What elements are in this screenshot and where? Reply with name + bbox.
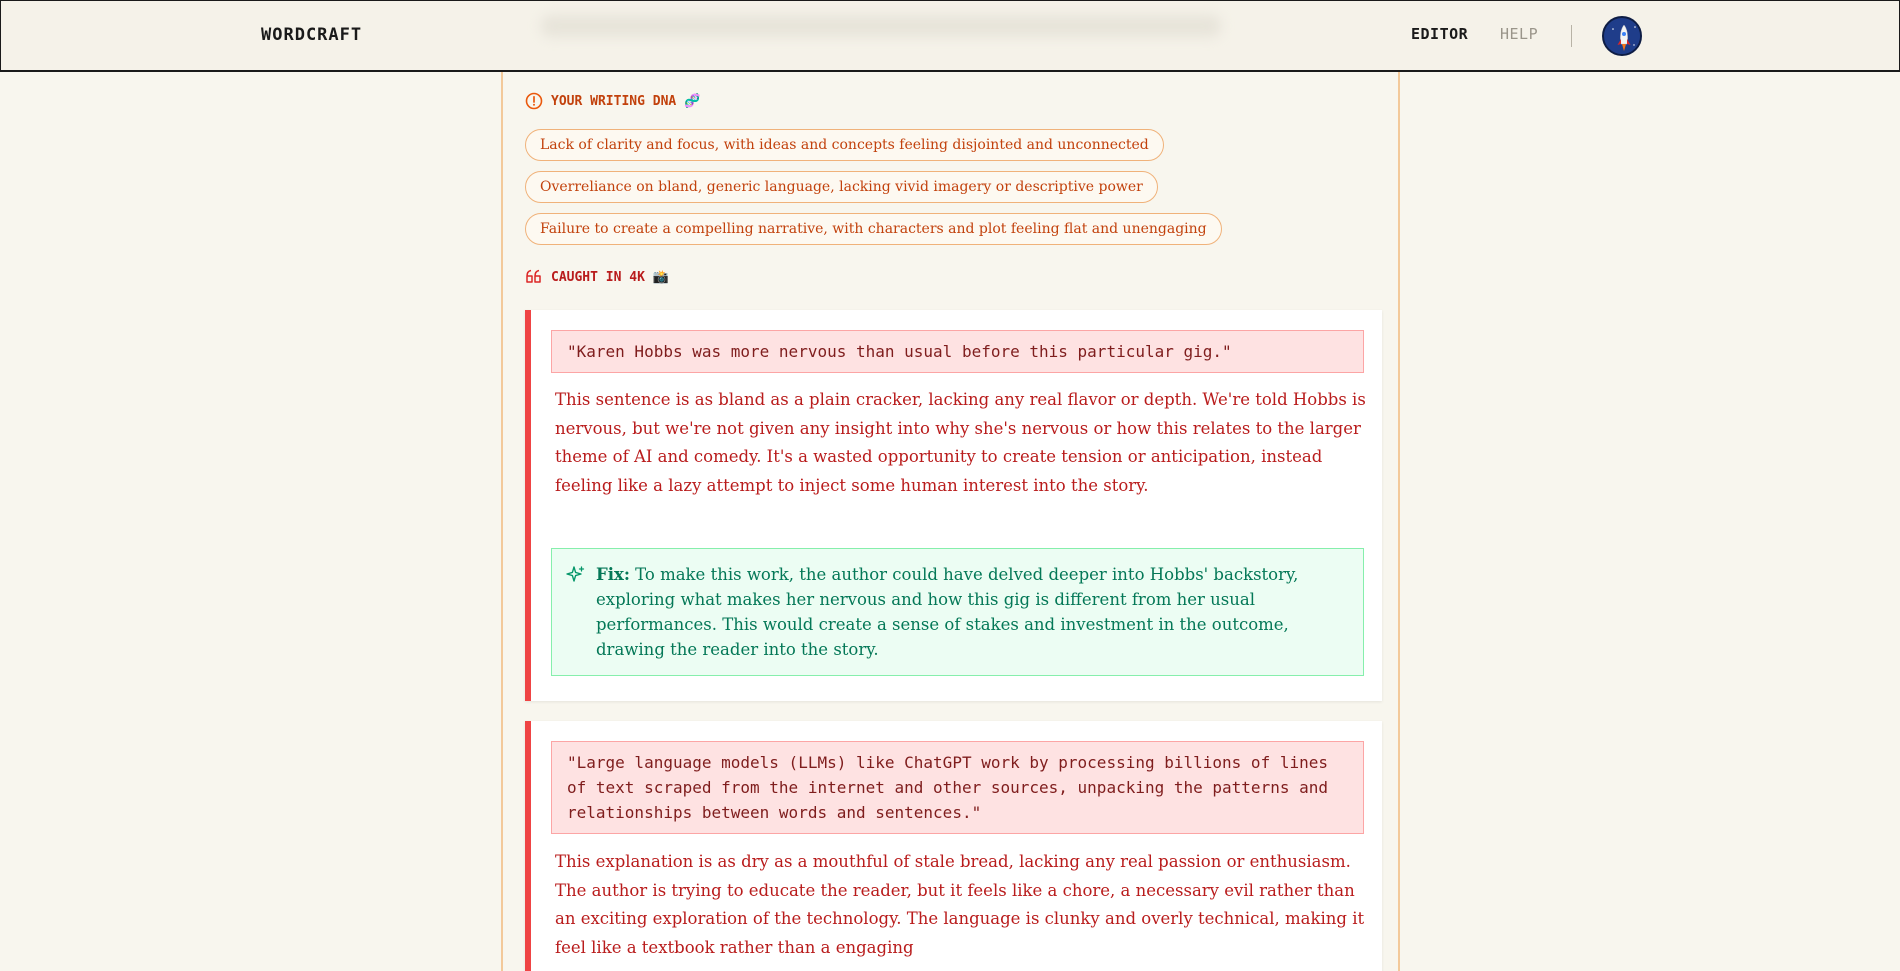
quote-icon <box>525 268 543 286</box>
caught-title: CAUGHT IN 4K 📸 <box>551 269 669 285</box>
app-logo[interactable]: WORDCRAFT <box>261 25 363 45</box>
writing-dna-heading <box>525 92 700 110</box>
critique-text: This explanation is as dry as a mouthful of stale bread, lacking any real passion or enthusiasm. The author is trying to educate the reader, but it feels like a chore, a necessary evil rather than an exciting exploration of the technology. The language is clunky and overly technical, making it feel like a textbook rather than a engaging <box>555 852 1365 957</box>
dna-trait-pill: Failure to create a compelling narrative, with characters and plot feeling flat and unengaging <box>525 213 1222 245</box>
user-avatar[interactable] <box>1602 16 1642 56</box>
nav-help-link[interactable]: HELP <box>1500 25 1539 43</box>
nav-divider <box>1571 25 1572 47</box>
rocket-icon <box>1604 18 1642 56</box>
fix-text: To make this work, the author could have delved deeper into Hobbs' backstory, exploring what makes her nervous and how this gig is different from her usual performances. This would create a sense of stakes and investment in the outcome, drawing the reader into the story. <box>596 565 1299 659</box>
quoted-sentence: "Large language models (LLMs) like ChatGPT work by processing billions of lines of text scraped from the internet and other sources, unpacking the patterns and relationships between words and sentences." <box>551 741 1364 834</box>
top-navbar <box>0 0 1900 72</box>
dna-trait-pill: Lack of clarity and focus, with ideas and concepts feeling disjointed and unconnected <box>525 129 1164 161</box>
critique-text: This sentence is as bland as a plain cracker, lacking any real flavor or depth. We're told Hobbs is nervous, but we're not given any insight into why she's nervous or how this relates to the larger theme of AI and comedy. It's a wasted opportunity to create tension or anticipation, instead feeling like a lazy attempt to inject some human interest into the story. <box>555 390 1366 495</box>
fix-box <box>551 548 1364 676</box>
feedback-panel[interactable] <box>501 72 1400 971</box>
alert-circle-icon <box>525 92 543 110</box>
blurred-banner <box>541 15 1221 37</box>
critique-card <box>525 310 1382 701</box>
quoted-sentence: "Karen Hobbs was more nervous than usual before this particular gig." <box>551 330 1364 373</box>
caught-heading <box>525 268 669 286</box>
writing-dna-title: YOUR WRITING DNA 🧬 <box>551 93 701 109</box>
critique-card <box>525 721 1382 971</box>
nav-editor-link[interactable]: EDITOR <box>1411 25 1469 43</box>
dna-trait-pill: Overreliance on bland, generic language, lacking vivid imagery or descriptive power <box>525 171 1158 203</box>
fix-label: Fix: <box>596 565 630 584</box>
sparkle-icon <box>566 565 586 585</box>
